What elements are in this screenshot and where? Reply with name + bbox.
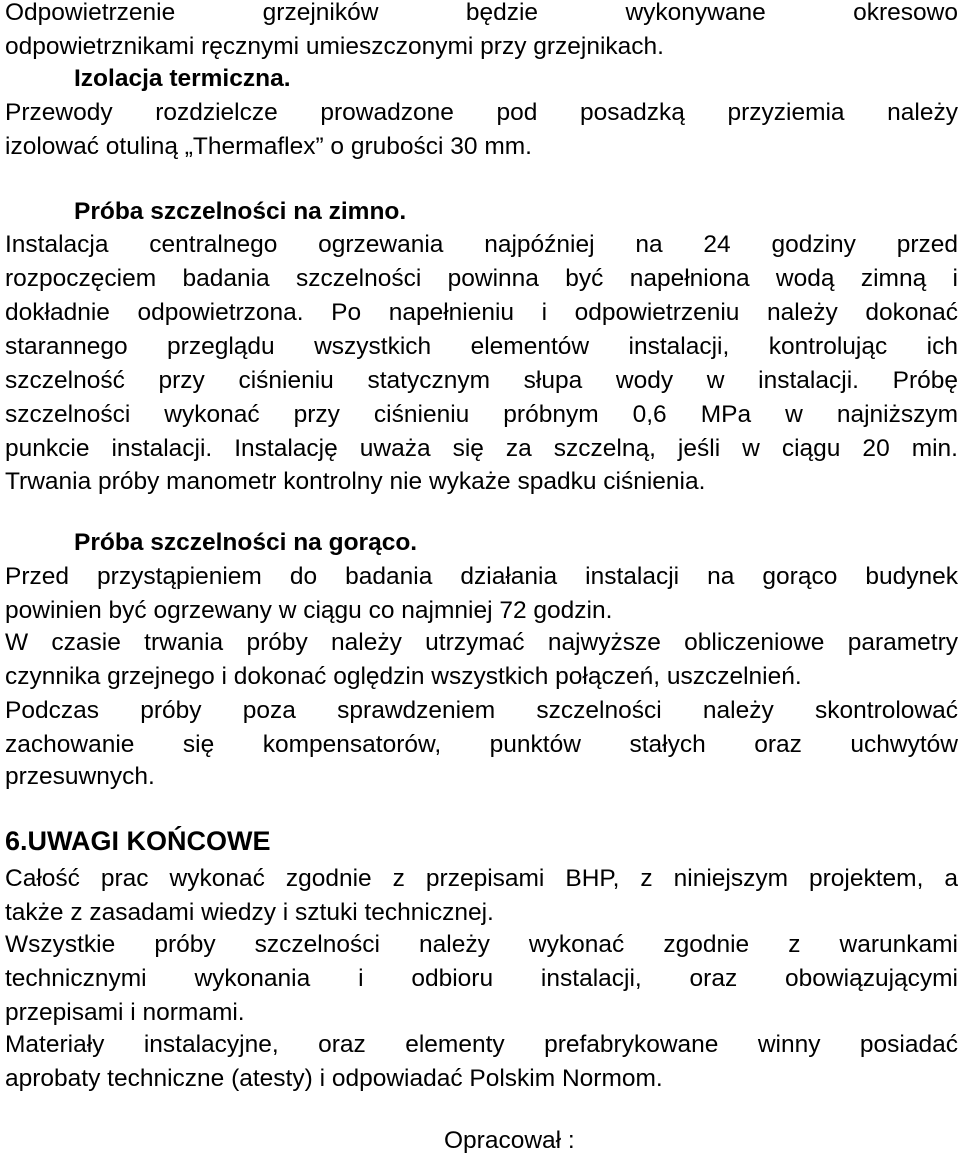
section-heading: 6.UWAGI KOŃCOWE [5, 826, 271, 856]
paragraph-line: Trwania próby manometr kontrolny nie wykaże spadku ciśnienia. [5, 468, 706, 495]
signature-label: Opracował : [444, 1127, 575, 1154]
paragraph-line: szczelności wykonać przy ciśnieniu próbnym 0,6 MPa w najniższym [5, 401, 958, 428]
paragraph-line: także z zasadami wiedzy i sztuki technicznej. [5, 899, 494, 926]
paragraph-line: zachowanie się kompensatorów, punktów stałych oraz uchwytów [5, 731, 958, 758]
paragraph-line: czynnika grzejnego i dokonać oględzin wszystkich połączeń, uszczelnień. [5, 663, 802, 690]
paragraph-line: izolować otuliną „Thermaflex” o grubości 30 mm. [5, 133, 532, 160]
paragraph-line: odpowietrznikami ręcznymi umieszczonymi przy grzejnikach. [5, 33, 664, 60]
section-heading: Próba szczelności na gorąco. [74, 529, 418, 556]
paragraph-line: dokładnie odpowietrzona. Po napełnieniu i odpowietrzeniu należy dokonać [5, 299, 958, 326]
paragraph-line: technicznymi wykonania i odbioru instalacji, oraz obowiązującymi [5, 965, 958, 992]
paragraph-line: punkcie instalacji. Instalację uważa się za szczelną, jeśli w ciągu 20 min. [5, 435, 958, 462]
section-heading: Izolacja termiczna. [74, 65, 291, 92]
paragraph-line: Odpowietrzenie grzejników będzie wykonywane okresowo [5, 0, 958, 26]
paragraph-line: W czasie trwania próby należy utrzymać najwyższe obliczeniowe parametry [5, 629, 958, 656]
paragraph-line: powinien być ogrzewany w ciągu co najmniej 72 godzin. [5, 597, 613, 624]
paragraph-line: szczelność przy ciśnieniu statycznym słupa wody w instalacji. Próbę [5, 367, 958, 394]
paragraph-line: aprobaty techniczne (atesty) i odpowiadać Polskim Normom. [5, 1065, 663, 1092]
paragraph-line: rozpoczęciem badania szczelności powinna być napełniona wodą zimną i [5, 265, 958, 292]
paragraph-line: Przed przystąpieniem do badania działania instalacji na gorąco budynek [5, 563, 958, 590]
paragraph-line: Materiały instalacyjne, oraz elementy prefabrykowane winny posiadać [5, 1031, 958, 1058]
paragraph-line: Podczas próby poza sprawdzeniem szczelności należy skontrolować [5, 697, 958, 724]
section-heading: Próba szczelności na zimno. [74, 198, 407, 225]
paragraph-line: Całość prac wykonać zgodnie z przepisami BHP, z niniejszym projektem, a [5, 865, 958, 892]
paragraph-line: starannego przeglądu wszystkich elementów instalacji, kontrolując ich [5, 333, 958, 360]
paragraph-line: Wszystkie próby szczelności należy wykonać zgodnie z warunkami [5, 931, 958, 958]
paragraph-line: Instalacja centralnego ogrzewania najpóźniej na 24 godziny przed [5, 231, 958, 258]
paragraph-line: Przewody rozdzielcze prowadzone pod posadzką przyziemia należy [5, 99, 958, 126]
paragraph-line: przepisami i normami. [5, 999, 245, 1026]
paragraph-line: przesuwnych. [5, 763, 155, 790]
